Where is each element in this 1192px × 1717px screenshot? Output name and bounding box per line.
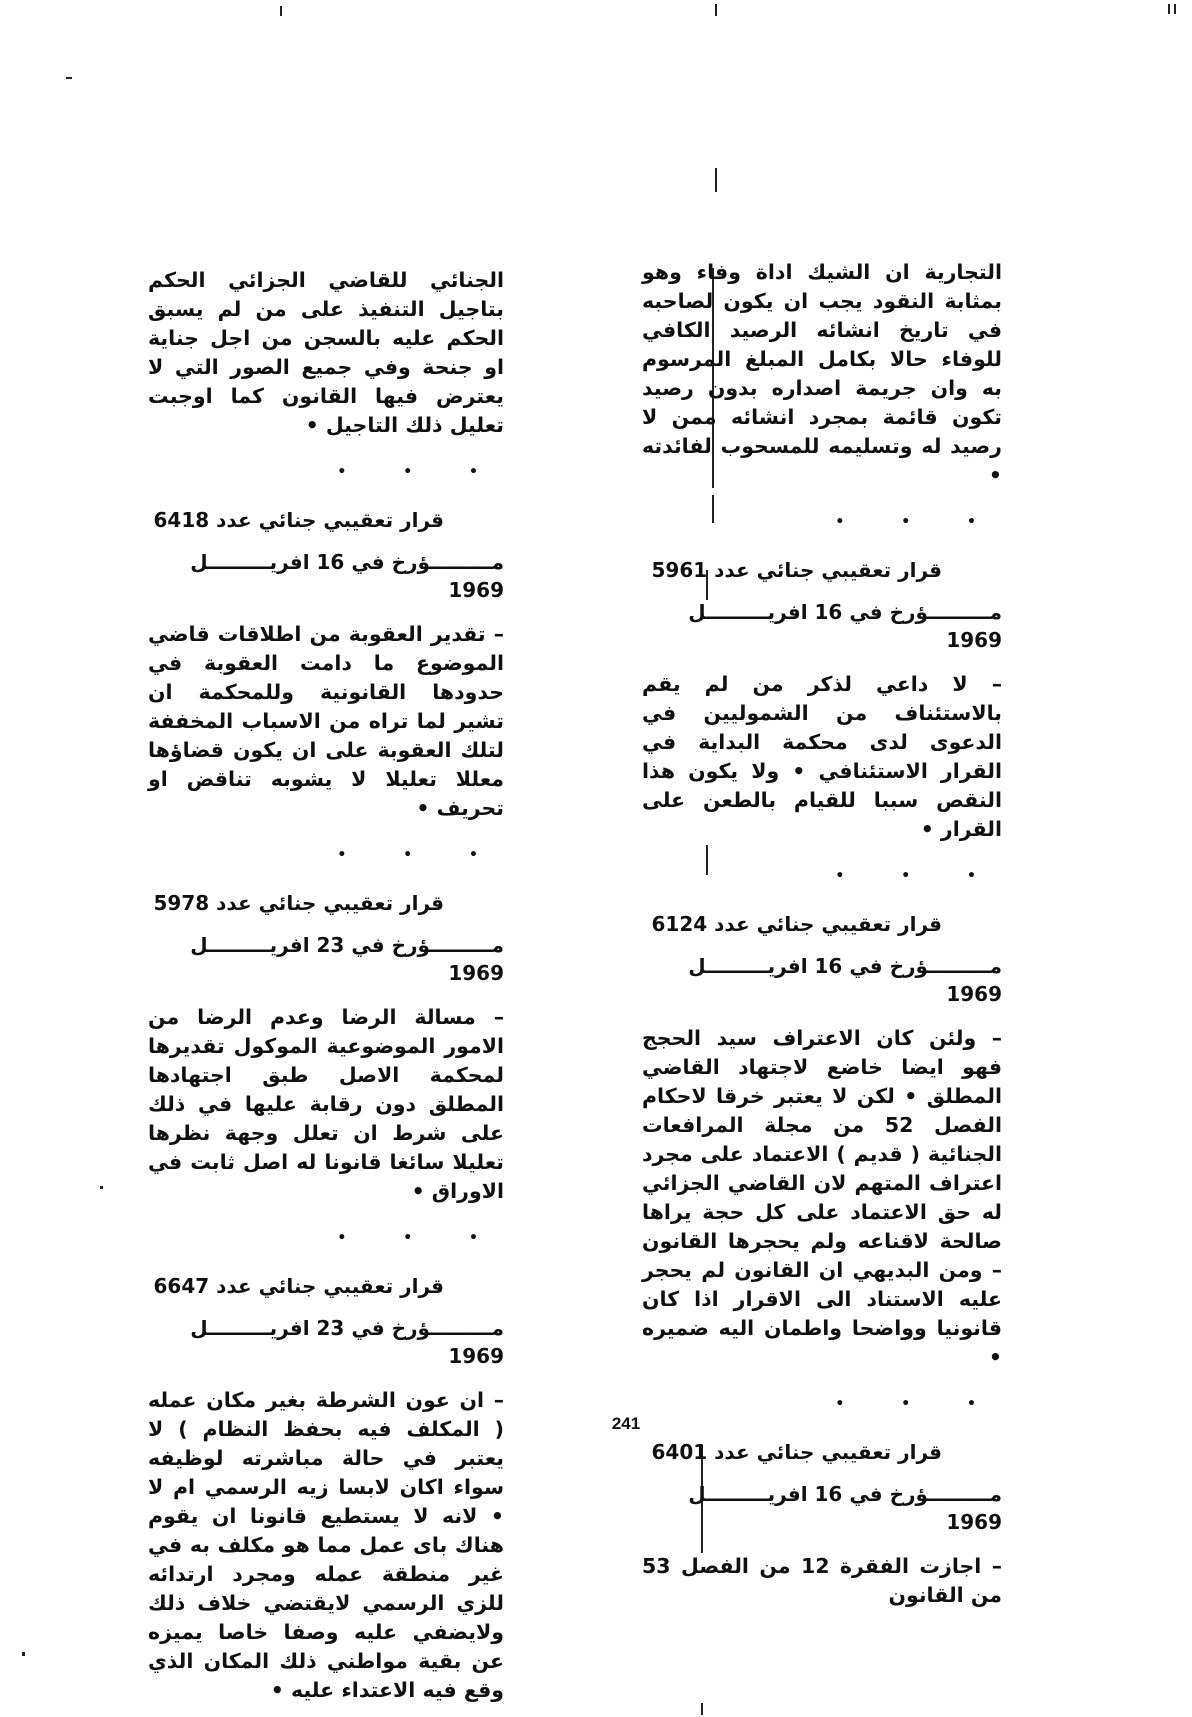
scan-mark (1174, 4, 1176, 14)
ruling-section (642, 910, 1002, 1372)
section-separator: • • • (835, 868, 1002, 884)
left-column (148, 266, 504, 1705)
section-separator: • • • (337, 464, 504, 480)
section-separator: • • • (337, 1230, 504, 1246)
right-column (642, 258, 1002, 1610)
section-separator: • • • (337, 847, 504, 863)
scan-mark (715, 4, 717, 16)
ruling-summary: – ولئن كان الاعتراف سيد الحجج فهو ايضا خاضع لاجتهاد القاضي المطلق • لكن لا يعتبر خرقا لاحكام الفصل 52 من مجلة المرافعات الجنائية ( قديم ) الاعتماد على مجرد اعتراف المتهم لان القاضي الجزائي له حق الاعتماد على كل حجة يراها صالحة لاقناعه ولم يحجرها القانون – ومن البديهي ان القانون لم يحجر عليه الاستناد الى الاقرار اذا كان قانونيا وواضحا واطمان اليه ضميره • (642, 1024, 1002, 1372)
scan-mark (22, 1652, 25, 1656)
ruling-section (148, 1272, 504, 1705)
ruling-heading: قرار تعقيبي جنائي عدد 5978 (153, 891, 444, 915)
ruling-section (148, 506, 504, 823)
scan-mark (701, 1703, 703, 1715)
ruling-heading: قرار تعقيبي جنائي عدد 5961 (651, 558, 942, 582)
ruling-summary: – لا داعي لذكر من لم يقم بالاستئناف من الشموليين في الدعوى لدى محكمة البداية في القرار الاستئنافي • ولا يكون هذا النقص سببا للقيام بالطعن على القرار • (642, 670, 1002, 844)
page-number: 241 (611, 1414, 641, 1433)
scan-mark (1168, 4, 1170, 14)
ruling-date: مـــــــــؤرخ في 16 افريـــــــــل 1969 (688, 1482, 1002, 1534)
scan-mark (715, 168, 717, 192)
ruling-summary: – مسالة الرضا وعدم الرضا من الامور الموضوعية الموكول تقديرها لمحكمة الاصل طبق اجتهادها المطلق دون رقابة عليها في ذلك على شرط ان تعلل وجهة نظرها تعليلا سائغا قانونا له اصل ثابت في الاوراق • (148, 1003, 504, 1206)
ruling-section (642, 556, 1002, 844)
section-separator: • • • (835, 1396, 1002, 1412)
paragraph-continuation: الجنائي للقاضي الجزائي الحكم بتاجيل التنفيذ على من لم يسبق الحكم عليه بالسجن من اجل جناية او جنحة وفي جميع الصور التي لا يعترض فيها القانون كما اوجبت تعليل ذلك التاجيل • (148, 268, 504, 437)
ruling-heading: قرار تعقيبي جنائي عدد 6647 (153, 1274, 444, 1298)
ruling-heading: قرار تعقيبي جنائي عدد 6124 (651, 912, 942, 936)
ruling-date: مـــــــــؤرخ في 16 افريـــــــــل 1969 (190, 550, 504, 602)
section-separator: • • • (835, 514, 1002, 530)
scan-mark (100, 1186, 103, 1189)
ruling-heading: قرار تعقيبي جنائي عدد 6401 (651, 1440, 942, 1464)
scan-mark (280, 6, 282, 16)
ruling-summary: – اجازت الفقرة 12 من الفصل 53 من القانون (642, 1552, 1002, 1610)
ruling-summary: – تقدير العقوبة من اطلاقات قاضي الموضوع ما دامت العقوبة في حدودها القانونية وللمحكمة ان تشير لما تراه من الاسباب المخففة لتلك العقوبة على ان يكون قضاؤها معللا تعليلا لا يشوبه تناقض او تحريف • (148, 620, 504, 823)
scan-mark (66, 77, 72, 79)
ruling-date: مـــــــــؤرخ في 16 افريـــــــــل 1969 (688, 600, 1002, 652)
ruling-date: مـــــــــؤرخ في 23 افريـــــــــل 1969 (190, 933, 504, 985)
ruling-section (642, 1438, 1002, 1610)
paragraph-continuation: التجارية ان الشيك اداة وفاء وهو بمثابة النقود يجب ان يكون لصاحبه في تاريخ انشائه الرصيد الكافي للوفاء حالا بكامل المبلغ المرسوم به وان جريمة اصداره بدون رصيد تكون قائمة بمجرد انشائه ممن لا رصيد له وتسليمه للمسحوب لفائدته • (642, 260, 1002, 487)
ruling-date: مـــــــــؤرخ في 16 افريـــــــــل 1969 (688, 954, 1002, 1006)
ruling-section (148, 889, 504, 1206)
ruling-summary: – ان عون الشرطة بغير مكان عمله ( المكلف فيه بحفظ النظام ) لا يعتبر في حالة مباشرته لوظيفه سواء اكان لابسا زيه الرسمي ام لا • لانه لا يستطيع قانونا ان يقوم هناك باى عمل مما هو مكلف به في غير منطقة عمله ومجرد ارتدائه للزي الرسمي لايقتضي خلاف ذلك ولايضفي عليه وصفا خاصا يميزه عن بقية مواطني ذلك المكان الذي وقع فيه الاعتداء عليه • (148, 1386, 504, 1705)
ruling-heading: قرار تعقيبي جنائي عدد 6418 (153, 508, 444, 532)
ruling-date: مـــــــــؤرخ في 23 افريـــــــــل 1969 (190, 1316, 504, 1368)
